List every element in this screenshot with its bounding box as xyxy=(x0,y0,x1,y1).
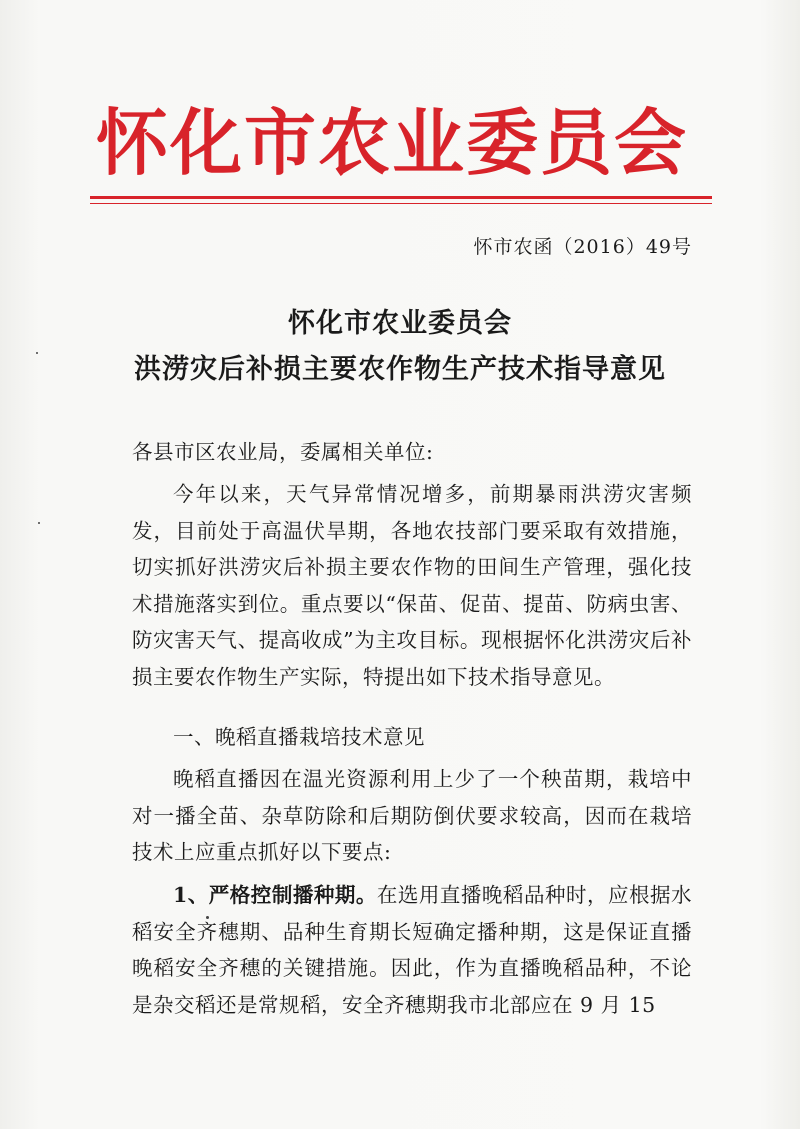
intro-paragraph: 今年以来，天气异常情况增多，前期暴雨洪涝灾害频发，目前处于高温伏旱期，各地农技部门要采取有效措施，切实抓好洪涝灾后补损主要农作物的田间生产管理，强化技术措施落实到位。重点要以“保苗、促苗、提苗、防病虫害、防灾害天气、提高收成”为主攻目标。现根据怀化洪涝灾后补损主要农作物生产实际，特提出如下技术指导意见。 xyxy=(132,482,692,689)
salutation: 各县市区农业局，委属相关单位: xyxy=(132,440,434,464)
letterhead-rule-thin xyxy=(90,203,712,204)
document-title-line1: 怀化市农业委员会 xyxy=(288,308,512,339)
point-1-text: 在选用直播晚稻品种时，应根据水稻安全齐穗期、品种生育期长短确定播种期，这是保证直播晚稻安全齐穗的关键措施。因此，作为直播晚稻品种，不论是杂交稻还是常规稻，安全齐穗期我市北部应在 9 月 15 xyxy=(132,883,693,1017)
letterhead-title: 怀化市农业委员会 xyxy=(96,101,689,185)
late-rice-paragraph: 晚稻直播因在温光资源利用上少了一个秧苗期，栽培中对一播全苗、杂草防除和后期防倒伏要求较高，因而在栽培技术上应重点抓好以下要点: xyxy=(132,767,692,864)
document-number: 怀市农函（2016）49号 xyxy=(473,236,692,258)
point-1-label: 1、严格控制播种期。 xyxy=(173,883,377,907)
section-heading-late-rice: 一、晚稻直播栽培技术意见 xyxy=(173,725,425,749)
letterhead-rule-thick xyxy=(90,196,712,199)
point-1-paragraph xyxy=(132,877,692,1023)
scan-speck xyxy=(206,916,209,919)
scan-speck xyxy=(36,352,38,354)
document-title-line2: 洪涝灾后补损主要农作物生产技术指导意见 xyxy=(134,354,666,385)
scan-speck xyxy=(38,522,40,524)
